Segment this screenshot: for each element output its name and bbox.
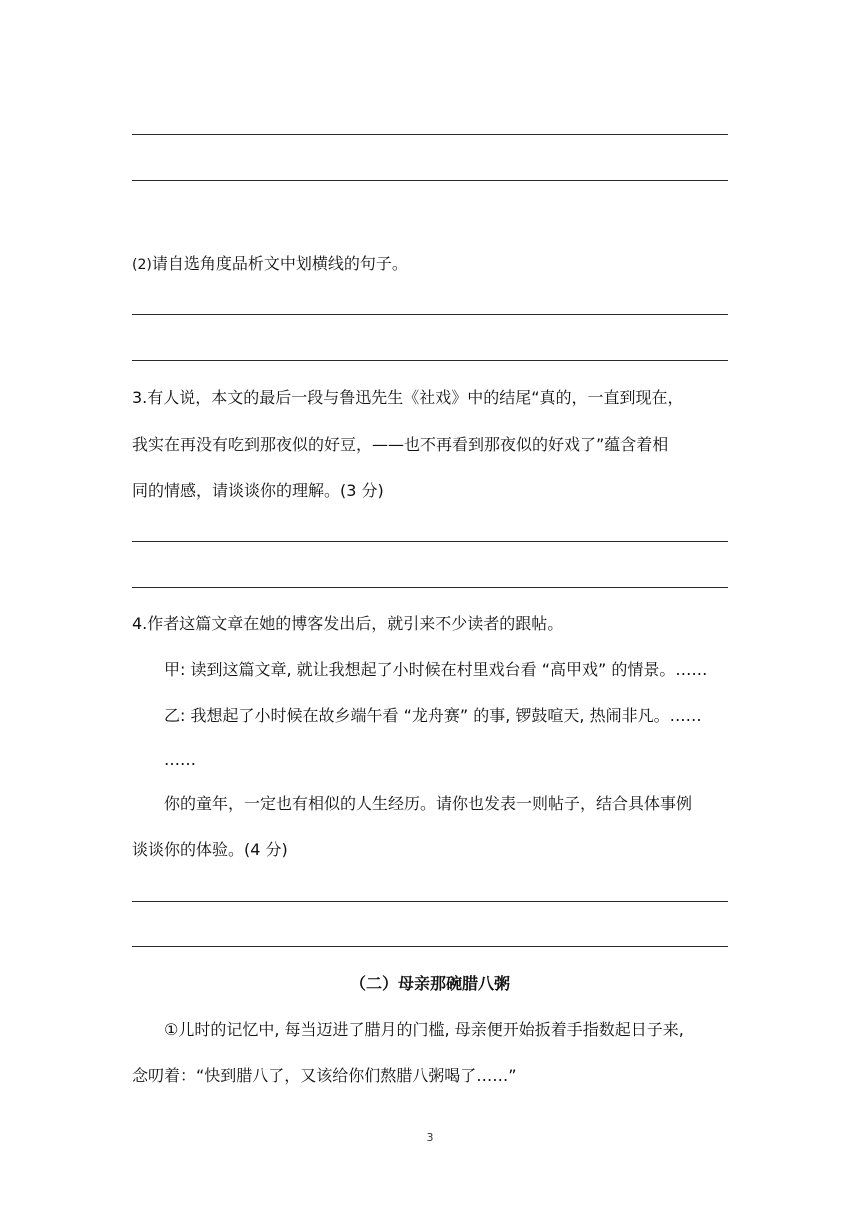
question-4-prompt-line-1: 你的童年，一定也有相似的人生经历。请你也发表一则帖子，结合具体事例 xyxy=(164,794,693,813)
answer-line xyxy=(132,180,728,181)
question-4-prompt-line-2: 谈谈你的体验。(4 分) xyxy=(132,840,288,859)
question-4-stem: 4.作者这篇文章在她的博客发出后，就引来不少读者的跟帖。 xyxy=(132,614,564,633)
question-3-line-2: 我实在再没有吃到那夜似的好豆，——也不再看到那夜似的好戏了”蕴含着相 xyxy=(132,435,669,454)
question-2-2 xyxy=(132,253,732,276)
answer-line xyxy=(132,541,728,542)
question-3-line-3: 同的情感，请谈谈你的理解。(3 分) xyxy=(132,481,384,500)
question-number: (2) xyxy=(132,257,152,273)
question-text: 请自选角度品析文中划横线的句子。 xyxy=(151,254,408,273)
answer-line xyxy=(132,360,728,361)
reply-b: 乙: 我想起了小时候在故乡端午看 “龙舟赛” 的事, 锣鼓喧天, 热闹非凡。…… xyxy=(164,706,702,725)
answer-line xyxy=(132,946,728,947)
reply-a: 甲: 读到这篇文章, 就让我想起了小时候在村里戏台看 “高甲戏” 的情景。…… xyxy=(164,660,708,679)
answer-line xyxy=(132,587,728,588)
answer-line xyxy=(132,901,728,902)
page-number: 3 xyxy=(426,1131,434,1144)
reply-ellipsis: …… xyxy=(164,750,196,769)
question-3-line-1: 3.有人说，本文的最后一段与鲁迅先生《社戏》中的结尾“真的，一直到现在， xyxy=(132,388,684,407)
paragraph-1-line-1: ①儿时的记忆中, 每当迈进了腊月的门槛, 母亲便开始扳着手指数起日子来, xyxy=(164,1020,684,1039)
section-title: （二）母亲那碗腊八粥 xyxy=(349,974,510,993)
answer-line xyxy=(132,134,728,135)
answer-line xyxy=(132,314,728,315)
paragraph-1-line-2: 念叨着：“快到腊八了，又该给你们熬腊八粥喝了……” xyxy=(132,1066,517,1085)
